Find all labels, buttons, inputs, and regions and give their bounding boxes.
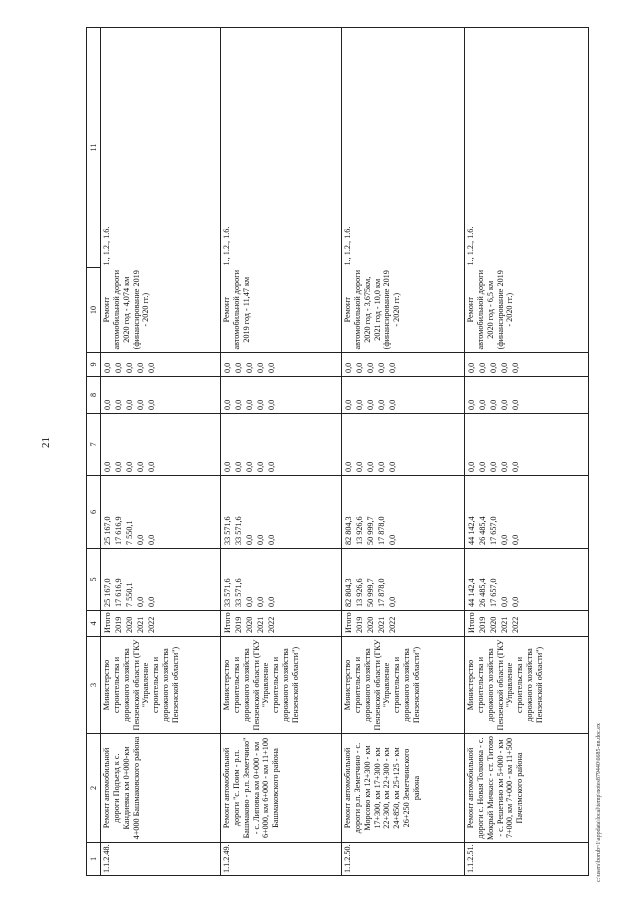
regional-budget-value: 7 550,1 [125,520,134,545]
other-sources-value: 0,0 [223,362,232,373]
row-code: 1.1.2.49. [221,843,342,876]
total-funding [101,549,221,611]
column-header: 7 [87,414,101,476]
total-funding-value: 17 616,9 [114,578,123,607]
federal-budget-value: 0,0 [377,461,386,472]
total-funding-value: 44 142,4 [467,578,476,607]
total-funding [221,549,342,611]
expected-result: Ремонт автомобильной дороги 2020 год - 6,5 км (финансирование 2019 - 2020 гг.) [465,268,589,353]
year-list-value: Итого [103,612,112,633]
year-list-value: 2020 [366,616,375,633]
year-list-value: 2020 [489,616,498,633]
total-funding-value: 7 550,1 [125,582,134,607]
other-sources-value: 0,0 [467,362,476,373]
measure-name: Ремонт автомобильной дороги с. Новая Толковка - с. Мокрый Мичкасс - ст. Титово - с. Решетино км 5+000 - км 7+000, км 7+000 - км 11+500 Пачелмского района [465,734,589,843]
local-budget-value: 0,0 [147,399,156,410]
local-budget-value: 0,0 [478,399,487,410]
other-sources-value: 0,0 [478,362,487,373]
federal-budget-value: 0,0 [478,461,487,472]
year-list-value: 2019 [478,616,487,633]
total-funding-value: 0,0 [245,596,254,607]
regional-budget-value: 0,0 [500,534,509,545]
total-funding-value: 17 657,0 [489,578,498,607]
other-sources-value: 0,0 [256,362,265,373]
local-budget [465,377,589,414]
local-budget-value: 0,0 [388,399,397,410]
table-row [342,28,465,876]
total-funding-value: 0,0 [147,596,156,607]
program-table [86,27,589,876]
regional-budget [101,476,221,549]
federal-budget-value: 0,0 [366,461,375,472]
federal-budget [101,414,221,476]
federal-budget-value: 0,0 [256,461,265,472]
total-funding-value: 26 485,4 [478,578,487,607]
local-budget-value: 0,0 [511,399,520,410]
total-funding-value: 82 804,3 [344,578,353,607]
local-budget-value: 0,0 [366,399,375,410]
other-sources-value: 0,0 [114,362,123,373]
total-funding-value: 0,0 [500,596,509,607]
other-sources-value: 0,0 [377,362,386,373]
federal-budget-value: 0,0 [147,461,156,472]
other-sources-value: 0,0 [125,362,134,373]
column-header: 9 [87,353,101,377]
regional-budget-value: 33 571,6 [223,516,232,545]
local-budget [221,377,342,414]
local-budget-value: 0,0 [500,399,509,410]
other-sources-value: 0,0 [267,362,276,373]
other-sources-value: 0,0 [489,362,498,373]
regional-budget-value: 0,0 [511,534,520,545]
year-list-value: 2019 [234,616,243,633]
regional-budget-value: 0,0 [388,534,397,545]
local-budget-value: 0,0 [136,399,145,410]
regional-budget [342,476,465,549]
year-list-value: 2021 [256,616,265,633]
column-header: 8 [87,377,101,414]
local-budget-value: 0,0 [103,399,112,410]
total-funding-value: 0,0 [511,596,520,607]
year-list-value: Итого [223,612,232,633]
executor: Министерство строительства и дорожного хозяйства Пензенской области (ГКУ "Управление строительства и дорожного хозяйства Пензенской области") [342,637,465,734]
table-row [101,28,221,876]
column-header: 5 [87,549,101,611]
local-budget-value: 0,0 [344,399,353,410]
total-funding-value: 50 999,7 [366,578,375,607]
other-sources-value: 0,0 [500,362,509,373]
total-funding-value: 17 878,0 [377,578,386,607]
federal-budget [221,414,342,476]
year-list-value: 2020 [125,616,134,633]
regional-budget-value: 0,0 [245,534,254,545]
regional-budget-value: 25 167,0 [103,516,112,545]
regional-budget [465,476,589,549]
regional-budget-value: 0,0 [256,534,265,545]
total-funding [465,549,589,611]
local-budget [342,377,465,414]
year-list-value: 2022 [511,616,520,633]
federal-budget-value: 0,0 [388,461,397,472]
total-funding-value: 33 571,6 [234,578,243,607]
indicator-refs: 1., 1.2., 1.6. [101,28,221,268]
row-code: 1.1.2.51. [465,843,589,876]
table-body [101,28,589,876]
total-funding-value: 25 167,0 [103,578,112,607]
federal-budget-value: 0,0 [511,461,520,472]
other-sources-value: 0,0 [136,362,145,373]
other-sources [101,353,221,377]
local-budget-value: 0,0 [245,399,254,410]
federal-budget-value: 0,0 [223,461,232,472]
year-list-value: Итого [344,612,353,633]
measure-name: Ремонт автомобильной дороги р.п. Земетчино - с. Морсово км 12+300 - км 17+300, км 17+300 - км 22+300, км 22+300 - км 24+850, км 25+125 - км 26+250 Земетчинского района [342,734,465,843]
indicator-refs: 1., 1.2., 1.6. [465,28,589,268]
other-sources-value: 0,0 [366,362,375,373]
year-list-value: 2020 [245,616,254,633]
other-sources-value: 0,0 [234,362,243,373]
column-header: 1 [87,843,101,876]
year-list [342,611,465,637]
regional-budget-value: 26 485,4 [478,516,487,545]
regional-budget-value: 13 926,6 [355,516,364,545]
federal-budget-value: 0,0 [355,461,364,472]
column-header: 6 [87,476,101,549]
column-header: 10 [87,268,101,353]
measure-name: Ремонт автомобильной дороги Подъезд к с. Кандиевка км 0+000-км 4+000 Башмаковского района [101,734,221,843]
indicator-refs: 1., 1.2., 1.6. [342,28,465,268]
federal-budget-value: 0,0 [500,461,509,472]
table-row [465,28,589,876]
total-funding-value: 0,0 [267,596,276,607]
executor: Министерство строительства и дорожного хозяйства Пензенской области (ГКУ "Управление строительства и дорожного хозяйства Пензенской области") [465,637,589,734]
regional-budget-value: 44 142,4 [467,516,476,545]
total-funding-value: 33 571,6 [223,578,232,607]
regional-budget-value: 17 878,0 [377,516,386,545]
local-budget-value: 0,0 [223,399,232,410]
regional-budget [221,476,342,549]
federal-budget [465,414,589,476]
federal-budget-value: 0,0 [103,461,112,472]
year-list-value: 2019 [114,616,123,633]
total-funding [342,549,465,611]
executor: Министерство строительства и дорожного хозяйства Пензенской области (ГКУ "Управление строительства и дорожного хозяйства Пензенской области") [221,637,342,734]
other-sources-value: 0,0 [355,362,364,373]
column-number-row [87,28,101,876]
program-table-container [86,28,589,876]
column-header: 11 [87,28,101,268]
year-list-value: 2022 [388,616,397,633]
federal-budget-value: 0,0 [344,461,353,472]
year-list-value: 2022 [267,616,276,633]
year-list [101,611,221,637]
local-budget [101,377,221,414]
year-list [221,611,342,637]
row-code: 1.1.2.48. [101,843,221,876]
page-number: 21 [40,437,52,448]
year-list [465,611,589,637]
federal-budget-value: 0,0 [245,461,254,472]
year-list-value: 2019 [355,616,364,633]
federal-budget-value: 0,0 [489,461,498,472]
other-sources-value: 0,0 [511,362,520,373]
federal-budget-value: 0,0 [114,461,123,472]
local-budget-value: 0,0 [355,399,364,410]
total-funding-value: 0,0 [388,596,397,607]
federal-budget-value: 0,0 [267,461,276,472]
other-sources [342,353,465,377]
other-sources-value: 0,0 [245,362,254,373]
total-funding-value: 0,0 [136,596,145,607]
executor: Министерство строительства и дорожного хозяйства Пензенской области (ГКУ "Управление строительства и дорожного хозяйства Пензенской области") [101,637,221,734]
other-sources-value: 0,0 [344,362,353,373]
column-header: 2 [87,734,101,843]
local-budget-value: 0,0 [125,399,134,410]
total-funding-value: 0,0 [256,596,265,607]
federal-budget-value: 0,0 [467,461,476,472]
local-budget-value: 0,0 [467,399,476,410]
other-sources-value: 0,0 [147,362,156,373]
row-code: 1.1.2.50. [342,843,465,876]
local-budget-value: 0,0 [267,399,276,410]
indicator-refs: 1., 1.2., 1.6. [221,28,342,268]
local-budget-value: 0,0 [114,399,123,410]
federal-budget-value: 0,0 [125,461,134,472]
regional-budget-value: 17 657,0 [489,516,498,545]
expected-result: Ремонт автомобильной дороги 2020 год - 3,675км, 2021 год - 10,0 км (финансирование 2019 - 2020 гг.) [342,268,465,353]
total-funding-value: 13 926,6 [355,578,364,607]
regional-budget-value: 0,0 [147,534,156,545]
year-list-value: 2021 [500,616,509,633]
year-list-value: 2022 [147,616,156,633]
measure-name: Ремонт автомобильной дороги "с. Поим - р.п. Башмаково - р.п. Земетчино" - с. Липовка км 0+000 - км 6+000, км 6+000 - км 11+100 Башмаковского района [221,734,342,843]
regional-budget-value: 50 999,7 [366,516,375,545]
federal-budget-value: 0,0 [234,461,243,472]
regional-budget-value: 0,0 [267,534,276,545]
federal-budget [342,414,465,476]
local-budget-value: 0,0 [489,399,498,410]
column-header: 4 [87,611,101,637]
regional-budget-value: 17 616,9 [114,516,123,545]
table-row [221,28,342,876]
footer-file-path: c:\users\borub~1\appdata\local\temp\notes879440\6685-nn.doc.ex [596,723,602,882]
other-sources-value: 0,0 [388,362,397,373]
expected-result: Ремонт автомобильной дороги 2019 год - 11,47 км [221,268,342,353]
regional-budget-value: 33 571,6 [234,516,243,545]
local-budget-value: 0,0 [377,399,386,410]
other-sources [221,353,342,377]
regional-budget-value: 82 804,3 [344,516,353,545]
regional-budget-value: 0,0 [136,534,145,545]
column-header: 3 [87,637,101,734]
other-sources [465,353,589,377]
year-list-value: 2021 [136,616,145,633]
federal-budget-value: 0,0 [136,461,145,472]
local-budget-value: 0,0 [256,399,265,410]
year-list-value: 2021 [377,616,386,633]
other-sources-value: 0,0 [103,362,112,373]
local-budget-value: 0,0 [234,399,243,410]
year-list-value: Итого [467,612,476,633]
expected-result: Ремонт автомобильной дороги 2020 год - 4,074 км (финансирование 2019 - 2020 гг.) [101,268,221,353]
